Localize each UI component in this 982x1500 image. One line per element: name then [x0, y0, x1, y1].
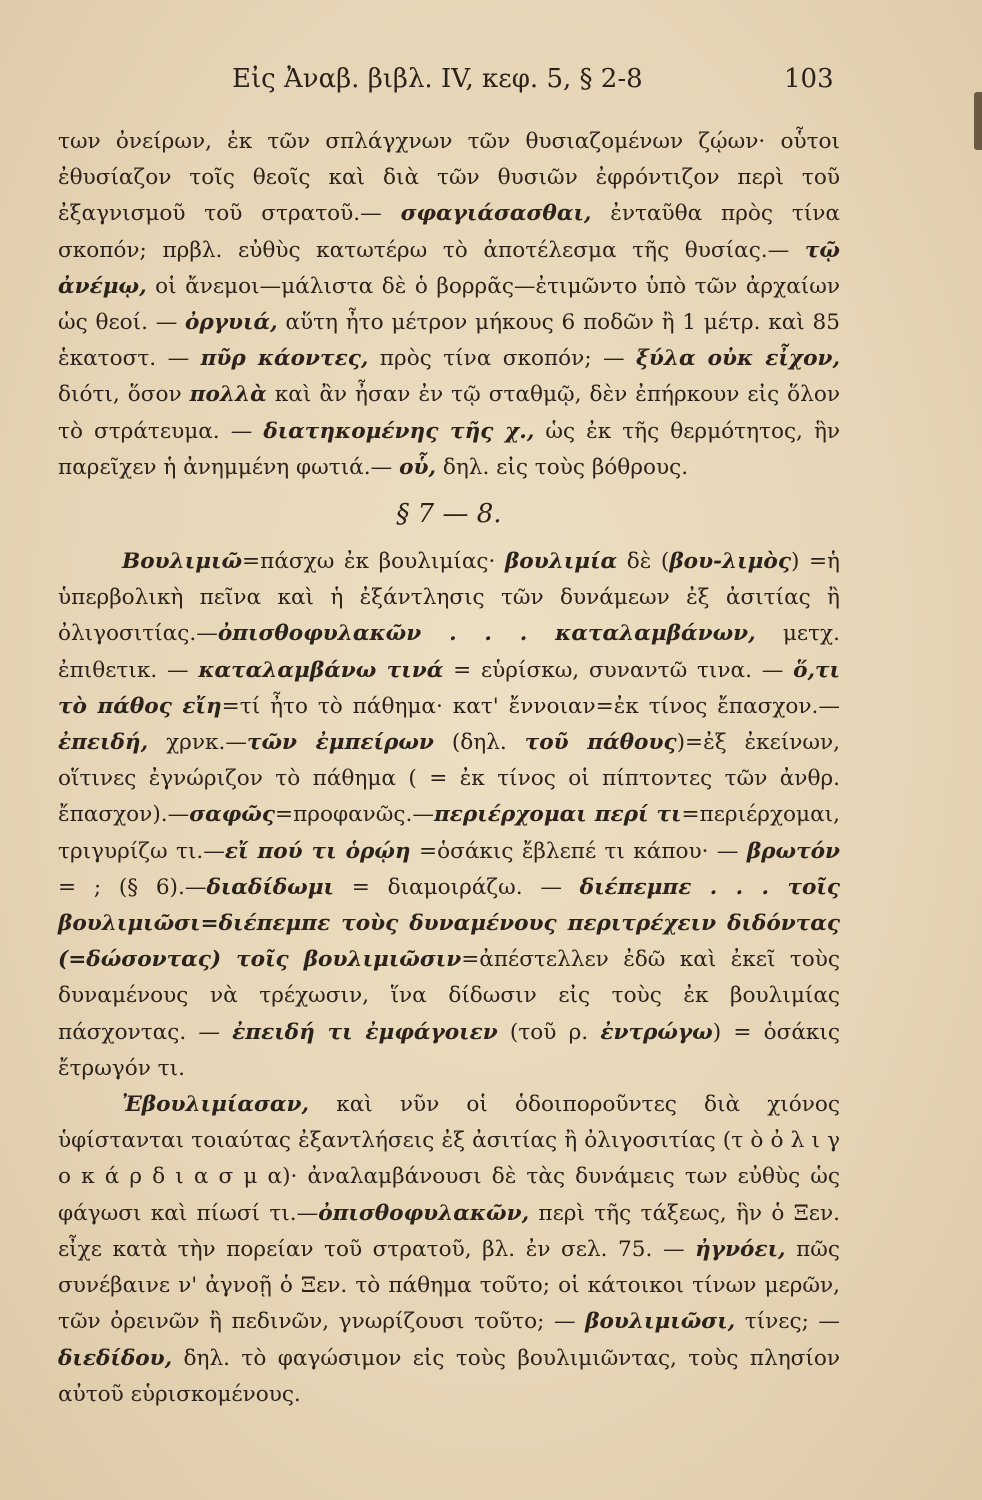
keyword-term: ὀπισθοφυλακῶν . . . καταλαμβάνων,: [217, 621, 756, 647]
keyword-term: Ἐβουλιμίασαν,: [122, 1092, 310, 1118]
keyword-term: ἐντρώγω: [600, 1019, 713, 1045]
keyword-term: καταλαμβάνω τινά: [198, 657, 444, 683]
page-number: 103: [784, 64, 834, 94]
commentary-text: οἱ ἄνεμοι—μάλιστα δὲ ὁ βορρᾶς—ἐτιμῶντο ὑπὸ τῶν ἀρχαίων ὡς θεοί. —: [58, 273, 840, 336]
keyword-term: ἐπειδή τι ἐμφάγοιεν: [232, 1019, 498, 1045]
commentary-text: χρνκ.—: [148, 730, 247, 756]
commentary-text: αὕτη ἦτο μέτρον μήκους 6 ποδῶν ἢ 1 μέτρ. καὶ 85 ἑκατοστ. —: [58, 310, 840, 372]
commentary-text: δηλ. τὸ φαγώσιμον εἰς τοὺς βουλιμιῶντας, τοὺς πλησίον αὐτοῦ εὑρισκομένους.: [58, 1345, 840, 1407]
keyword-term: ὅ,τι τὸ πάθος εἴη: [58, 657, 840, 719]
keyword-term: βουλιμιῶσι,: [585, 1309, 736, 1335]
commentary-text: δὲ (: [617, 549, 670, 575]
keyword-term: διατηκομένης τῆς χ.,: [263, 418, 535, 444]
keyword-term: Βουλιμιῶ: [122, 549, 243, 575]
keyword-term: σαφῶς: [189, 802, 275, 828]
commentary-text: δηλ. εἰς τοὺς βόθρους.: [435, 454, 689, 480]
keyword-term: περιέρχομαι περί τι: [433, 802, 682, 828]
commentary-text: =τί ἦτο τὸ πάθημα· κατ' ἔννοιαν=ἐκ τίνος ἔπασχον.—: [221, 693, 840, 719]
commentary-text: =περιέρχομαι, τριγυρίζω τι.—: [58, 802, 840, 864]
page-header: [0, 64, 982, 104]
commentary-paragraph-1: [58, 124, 840, 486]
commentary-text: πρὸς τίνα σκοπόν; —: [368, 346, 637, 372]
commentary-text: περὶ τῆς τάξεως, ἣν ὁ Ξεν. εἶχε κατὰ τὴν πορείαν τοῦ στρατοῦ, βλ. ἐν σελ. 75. —: [58, 1200, 840, 1262]
commentary-paragraph-2: [58, 544, 840, 1087]
keyword-term: σφαγιάσασθαι,: [400, 201, 592, 227]
commentary-text: =ὁσάκις ἔβλεπέ τι κάπου· —: [410, 838, 747, 864]
commentary-text: =ἀπέστελλεν ἐδῶ καὶ ἐκεῖ τοὺς δυναμένους νὰ τρέχωσιν, ἵνα δίδωσιν εἰς τοὺς ἐκ βουλιμίας πάσχοντας. —: [58, 947, 840, 1045]
commentary-text: μετχ. ἐπιθετικ. —: [58, 621, 840, 683]
commentary-text: = διαμοιράζω. —: [334, 874, 580, 900]
commentary-text: ) = ὁσάκις ἔτρωγόν τι.: [58, 1019, 840, 1081]
commentary-text: = ; (§ 6).—: [58, 874, 207, 900]
commentary-text: (τοῦ ρ.: [497, 1019, 601, 1045]
keyword-term: διέπεμπε . . . τοῖς βουλιμιῶσι=διέπεμπε τοὺς δυναμένους περιτρέχειν διδόντας (=δώσοντας) τοῖς βουλιμιῶσιν: [58, 874, 840, 973]
commentary-text: =προφανῶς.—: [275, 802, 434, 828]
commentary-text: ὡς ἐκ τῆς θερμότητος, ἣν παρεῖχεν ἡ ἀνημμένη φωτιά.—: [58, 418, 841, 480]
commentary-text: διότι, ὅσον: [58, 382, 190, 408]
commentary-text: ἐνταῦθα πρὸς τίνα σκοπόν; πρβλ. εὐθὺς κατωτέρω τὸ ἀποτέλεσμα τῆς θυσίας.—: [58, 201, 840, 263]
commentary-text: πῶς συνέβαινε ν' ἀγνοῇ ὁ Ξεν. τὸ πάθημα τοῦτο; οἱ κάτοικοι τίνων μερῶν, τῶν ὀρεινῶν ἢ πεδινῶν, γνωρίζουσι τοῦτο; —: [58, 1236, 841, 1335]
keyword-term: ἠγνόει,: [695, 1236, 786, 1262]
running-title: Εἰς Ἀναβ. βιβλ. IV, κεφ. 5, § 2-8: [232, 64, 643, 94]
commentary-text: (δηλ.: [433, 730, 525, 756]
keyword-term: διαδίδωμι: [206, 874, 334, 900]
keyword-term: ὀργυιά,: [185, 310, 278, 336]
commentary-text: των ὀνείρων, ἐκ τῶν σπλάγχνων τῶν θυσιαζομένων ζῴων· οὗτοι ἐθυσίαζον τοῖς θεοῖς καὶ διὰ τῶν θυσιῶν ἐφρόντιζον περὶ τοῦ ἐξαγνισμοῦ τοῦ στρατοῦ.—: [58, 129, 840, 227]
keyword-term: ἐπειδή,: [58, 730, 149, 756]
keyword-term: βουλιμία: [504, 549, 618, 575]
keyword-term: βρωτόν: [746, 838, 841, 864]
keyword-term: τῶν ἐμπείρων: [246, 730, 434, 756]
commentary-text: )=ἐξ ἐκείνων, οἵτινες ἐγνώριζον τὸ πάθημα ( = ἐκ τίνος οἱ πίπτοντες τῶν ἀνθρ. ἔπασχον).—: [58, 730, 841, 828]
keyword-term: βου-λιμὸς: [669, 549, 791, 575]
page-body: [58, 124, 840, 1413]
keyword-term: ὀπισθοφυλακῶν,: [318, 1200, 530, 1226]
keyword-term: τῷ ἀνέμῳ,: [58, 237, 840, 299]
keyword-term: οὗ,: [399, 454, 436, 480]
commentary-paragraph-3: [58, 1087, 840, 1413]
keyword-term: ξύλα οὐκ εἶχον,: [636, 346, 840, 372]
commentary-text: = εὑρίσκω, συναντῶ τινα. —: [443, 657, 794, 683]
commentary-text: =πάσχω ἐκ βουλιμίας·: [242, 549, 505, 575]
keyword-term: εἴ πού τι ὁρῴη: [224, 838, 411, 864]
commentary-text: καὶ νῦν οἱ ὁδοιποροῦντες διὰ χιόνος ὑφίστανται τοιαύτας ἐξαντλήσεις ἐξ ἀσιτίας ἢ ὀλιγοσιτίας (τ ὸ ὀ λ ι γ ο κ ά ρ δ ι α σ μ α)· ἀναλαμβάνουσι δὲ τὰς δυνάμεις των εὐθὺς ὡς φάγωσι καὶ πίωσί τι.—: [58, 1092, 840, 1226]
commentary-text: καὶ ἂν ἦσαν ἐν τῷ σταθμῷ, δὲν ἐπήρκουν εἰς ὅλον τὸ στράτευμα. —: [58, 382, 840, 444]
section-heading: § 7 — 8.: [396, 499, 502, 530]
commentary-text: τίνες; —: [735, 1309, 841, 1335]
keyword-term: τοῦ πάθους: [524, 730, 677, 756]
keyword-term: πῦρ κάοντες,: [200, 346, 369, 372]
keyword-term: πολλὰ: [189, 382, 267, 408]
commentary-text: ) =ἡ ὑπερβολικὴ πεῖνα καὶ ἡ ἐξάντλησις τῶν δυνάμεων ἐξ ἀσιτίας ἢ ὀλιγοσιτίας.—: [58, 549, 840, 647]
keyword-term: διεδίδου,: [58, 1345, 173, 1371]
